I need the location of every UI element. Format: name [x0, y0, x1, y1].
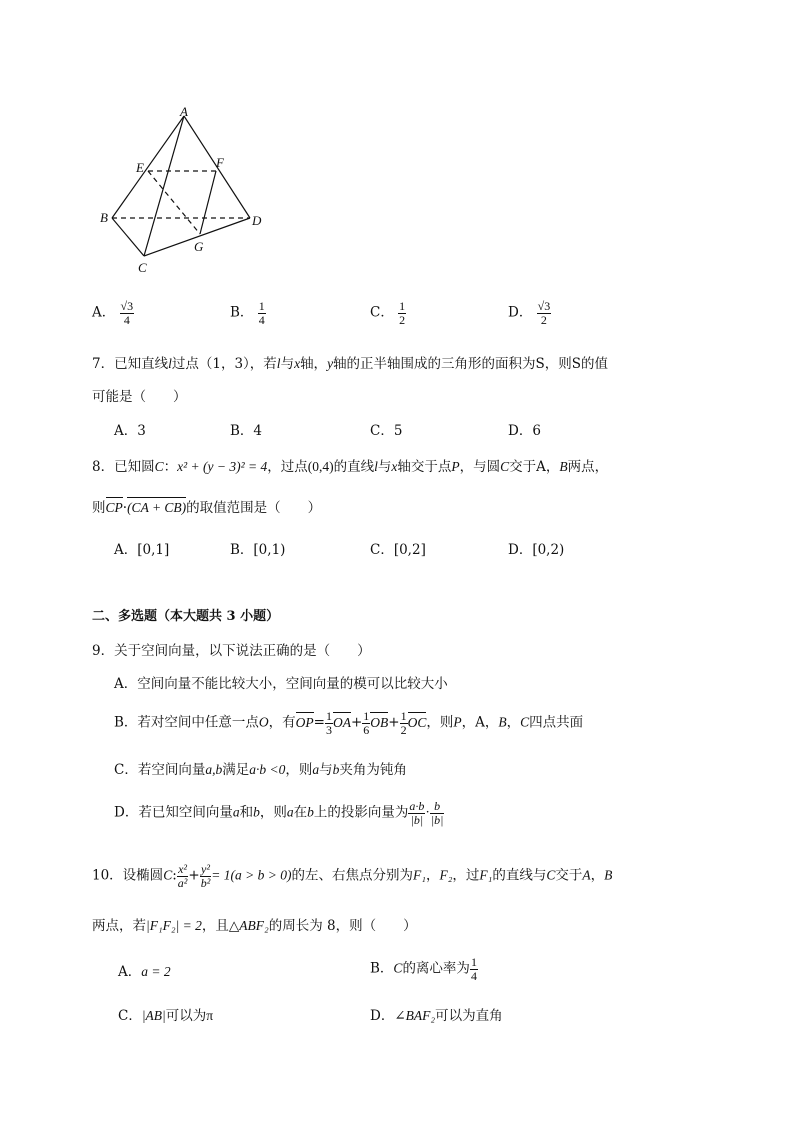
q8-stem-line1: 8．已知圆C：x² + (y − 3)² = 4，过点(0,4)的直线l与x轴交于点P，与圆C交于A，B两点，	[92, 459, 609, 475]
q7-stem-line2: 可能是（ ）	[92, 389, 187, 405]
q9-option-b: B．若对空间中任意一点O，有OP= $\frac{1}{3}$ OA+ $\frac{1}{6}$ OB+ $\frac{1}{2}$ OC，则P，A，B，C四点共面	[114, 709, 584, 737]
q6-b-fraction: $\frac{1}{4}$	[258, 299, 265, 327]
q7-option-a: A．3	[114, 423, 146, 439]
q7-option-c: C．5	[370, 423, 403, 439]
q8-stem-line2: 则CP·(CA + CB)的取值范围是（ ）	[92, 500, 322, 516]
q6-option-c: C． $\frac{1}{2}$	[370, 299, 406, 327]
q6-c-fraction: $\frac{1}{2}$	[399, 299, 406, 327]
q7-stem-line1: 7．已知直线l过点（1，3），若l与x轴，y轴的正半轴围成的三角形的面积为S，则S的值	[92, 356, 609, 372]
q8-option-b: B．[0,1)	[230, 542, 286, 558]
q8-option-d: D．[0,2)	[508, 542, 565, 558]
q9-option-c: C．若空间向量a,b满足a·b <0，则a与b夹角为钝角	[114, 762, 407, 778]
q7-option-b: B．4	[230, 423, 263, 439]
q6-option-b: B． $\frac{1}{4}$	[230, 299, 265, 327]
label-C: C	[138, 260, 147, 275]
label-E: E	[136, 160, 144, 175]
section-title: 二、多选题（本大题共 3 小题）	[92, 609, 280, 624]
q6-a-fraction: $\frac{√3}{4}$	[120, 299, 134, 327]
q6-option-d: D． $\frac{√3}{2}$	[508, 299, 551, 327]
q10-stem-line2: 两点，若|F₁F₂| = 2，且△ABF₂的周长为 8，则（ ）	[92, 918, 417, 934]
q10-option-c: C．|AB|可以为π	[118, 1008, 214, 1024]
q9-option-a: A．空间向量不能比较大小，空间向量的模可以比较大小	[114, 676, 448, 692]
q10-option-b: B．C的离心率为 $\frac{1}{4}$	[370, 955, 477, 983]
q10-option-a: A．a = 2	[118, 964, 171, 980]
q10-stem-line1: 10．设椭圆C: $\frac{\text{x²}}{\text{a²}}$ + $\frac{\text{y²}}{\text{b²}}$ = 1(a > b > 0)的左、右焦点分别为F₁，F₂，过F₁的直线与C交于A，B	[92, 862, 613, 890]
tetrahedron-figure	[96, 104, 276, 288]
q9-stem: 9．关于空间向量，以下说法正确的是（ ）	[92, 643, 371, 659]
q8-option-a: A．[0,1]	[114, 542, 170, 558]
label-B: B	[100, 210, 108, 225]
tetrahedron-diagram	[96, 104, 276, 284]
q10-option-d: D．∠BAF₂可以为直角	[370, 1008, 503, 1024]
label-A: A	[180, 104, 188, 119]
label-G: G	[194, 239, 204, 254]
label-D: D	[252, 213, 262, 228]
q7-option-d: D．6	[508, 423, 541, 439]
q6-option-a: A． $\frac{√3}{4}$	[92, 299, 134, 327]
q9-option-d: D．若已知空间向量a和b，则a在b上的投影向量为 $\frac{a\cdot b}{|b|}$ · $\frac{b}{|b|}$	[114, 799, 444, 827]
label-F: F	[216, 155, 224, 170]
q6-d-fraction: $\frac{√3}{2}$	[537, 299, 551, 327]
q8-option-c: C．[0,2]	[370, 542, 426, 558]
